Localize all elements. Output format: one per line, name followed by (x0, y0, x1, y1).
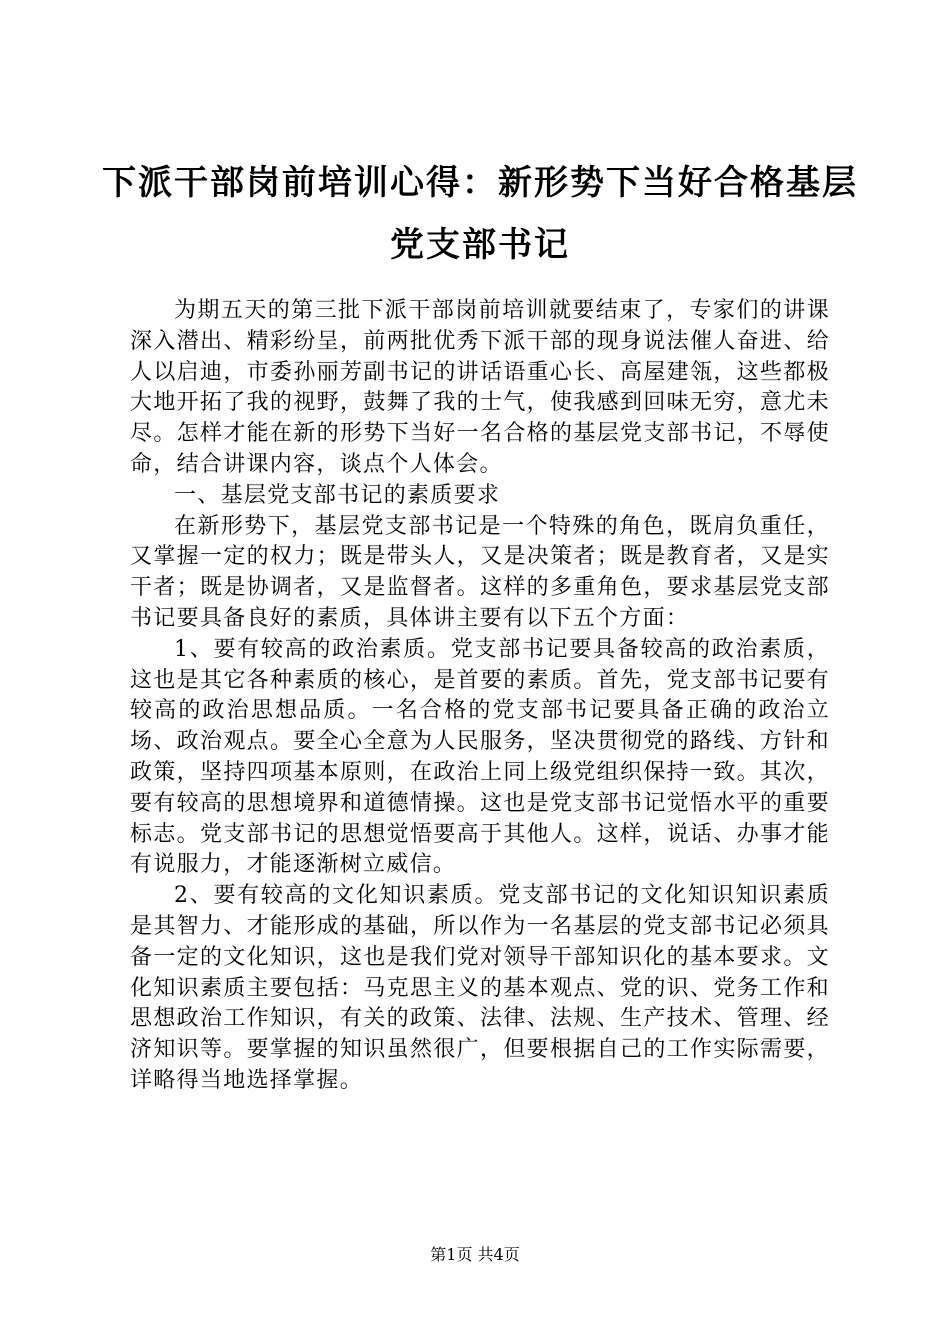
point-1-paragraph: 1、要有较高的政治素质。党支部书记要具备较高的政治素质，这也是其它各种素质的核心，是首要的素质。首先，党支部书记要有较高的政治思想品质。一名合格的党支部书记要具备正确的政治立场、政治观点。要全心全意为人民服务，坚决贯彻党的路线、方针和政策，坚持四项基本原则，在政治上同上级党组织保持一致。其次，要有较高的思想境界和道德情操。这也是党支部书记觉悟水平的重要标志。党支部书记的思想觉悟要高于其他人。这样，说话、办事才能有说服力，才能逐渐树立威信。 (130, 636, 830, 878)
point-2-paragraph: 2、要有较高的文化知识素质。党支部书记的文化知识知识素质是其智力、才能形成的基础，所以作为一名基层的党支部书记必须具备一定的文化知识，这也是我们党对领导干部知识化的基本要求。文化知识素质主要包括：马克思主义的基本观点、党的识、党务工作和思想政治工作知识，有关的政策、法律、法规、生产技术、管理、经济知识等。要掌握的知识虽然很广，但要根据自己的工作实际需要，详略得当地选择掌握。 (130, 883, 830, 1093)
page-number: 第1页 共4页 (430, 1245, 520, 1264)
document-title: 下派干部岗前培训心得：新形势下当好合格基层党支部书记 (102, 163, 858, 265)
document-body (130, 296, 830, 1097)
intro-paragraph: 为期五天的第三批下派干部岗前培训就要结束了，专家们的讲课深入潜出、精彩纷呈，前两批优秀下派干部的现身说法催人奋进、给人以启迪，市委孙丽芳副书记的讲话语重心长、高屋建瓴，这些都极大地开拓了我的视野，鼓舞了我的士气，使我感到回味无穷，意尤未尽。怎样才能在新的形势下当好一名合格的基层党支部书记，不辱使命，结合讲课内容，谈点个人体会。 (130, 298, 830, 477)
section-heading: 一、基层党支部书记的素质要求 (174, 482, 501, 508)
section-intro-paragraph: 在新形势下，基层党支部书记是一个特殊的角色，既肩负重任，又掌握一定的权力；既是带头人，又是决策者；既是教育者，又是实干者；既是协调者，又是监督者。这样的多重角色，要求基层党支部书记要具备良好的素质，具体讲主要有以下五个方面： (130, 513, 830, 631)
